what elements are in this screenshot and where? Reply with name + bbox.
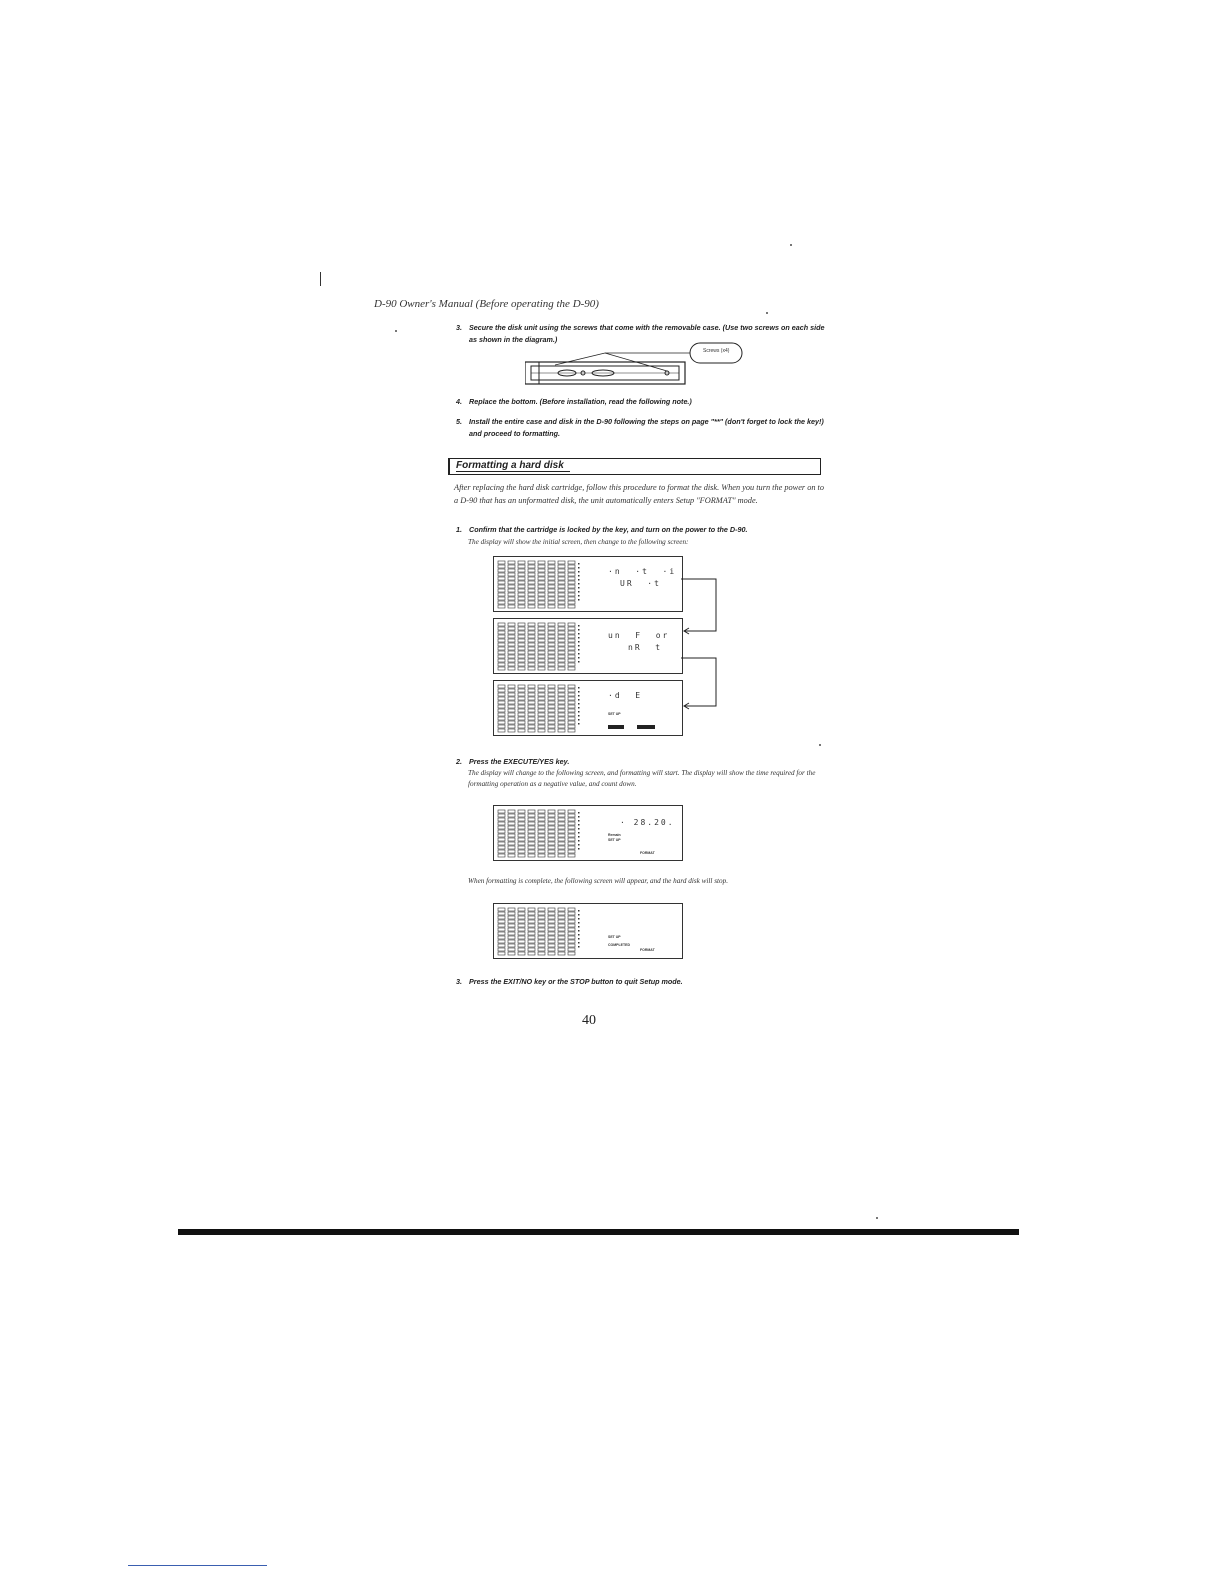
lcd-label-setup: SET UP (608, 838, 621, 842)
step-item (456, 524, 829, 536)
lcd-line-2: nR t (628, 643, 663, 652)
scan-mark (320, 272, 321, 286)
step-text: Install the entire case and disk in the D-90 following the steps on page "**" (don't forget to lock the key!) and proceed to formatting. (469, 417, 824, 438)
step-text: Replace the bottom. (Before installation, read the following note.) (469, 397, 692, 406)
step-text: Press the EXIT/NO key or the STOP button to quit Setup mode. (469, 977, 683, 986)
lcd-screen-formatting (493, 805, 683, 861)
scan-speck (819, 744, 821, 746)
step-item (456, 396, 829, 408)
screen-transition-arrows (660, 570, 722, 710)
step-number: 4. (456, 397, 462, 406)
step-number: 3. (456, 323, 462, 332)
lcd-label-setup: SET UP (608, 935, 621, 939)
step-item (456, 976, 829, 988)
scan-edge-line (128, 1565, 267, 1566)
step-subtext: The display will show the initial screen, then change to the following screen: (468, 538, 689, 546)
lcd-meter-bars (494, 904, 582, 958)
lcd-segment-block (608, 725, 624, 729)
step-number: 3. (456, 977, 462, 986)
lcd-countdown: · 28.20. (620, 818, 675, 827)
step-text: Press the EXECUTE/YES key. (469, 757, 570, 766)
lcd-screen-setup (493, 680, 683, 736)
section-title: Formatting a hard disk (456, 460, 570, 472)
lcd-label-remain: Remain (608, 833, 621, 837)
scan-speck (790, 244, 792, 246)
section-heading-box (448, 458, 821, 475)
lcd-meter-bars (494, 619, 582, 673)
step-number: 2. (456, 757, 462, 766)
lcd-meter-bars (494, 557, 582, 611)
lcd-screen-complete (493, 903, 683, 959)
step-text: Confirm that the cartridge is locked by the key, and turn on the power to the D-90. (469, 525, 748, 534)
lcd-line-1: un F or (608, 631, 670, 640)
lcd-line-1: ·d E (608, 691, 643, 700)
lcd-label-format: FORMAT (640, 948, 655, 952)
lcd-line-2: UR ·t (620, 579, 661, 588)
completion-note: When formatting is complete, the following screen will appear, and the hard disk will stop. (468, 877, 728, 885)
scan-speck (766, 312, 768, 314)
intro-paragraph: After replacing the hard disk cartridge, follow this procedure to format the disk. When you turn the power on to a D-90 that has an unformatted disk, the unit automatically enters Setup "FORMAT" mode. (454, 483, 825, 505)
step-item (456, 416, 829, 440)
lcd-line-1: ·n ·t ·i (608, 567, 677, 576)
lcd-label-setup: SET UP (608, 712, 621, 716)
step-subtext: The display will change to the following screen, and formatting will start. The display will show the time required for the formatting operation as a negative value, and count down. (468, 769, 816, 788)
lcd-screen-unformat (493, 618, 683, 674)
page-header: D-90 Owner's Manual (Before operating the D-90) (374, 298, 599, 310)
step-number: 5. (456, 417, 462, 426)
lcd-label-completed: COMPLETED (608, 943, 630, 947)
lcd-segment-block (637, 725, 655, 729)
step-item (456, 756, 829, 768)
scan-speck (876, 1217, 878, 1219)
lcd-meter-bars (494, 681, 582, 735)
footer-rule (178, 1229, 1019, 1235)
page-number: 40 (582, 1013, 596, 1028)
lcd-screen-initial (493, 556, 683, 612)
lcd-label-format: FORMAT (640, 851, 655, 855)
step-text: Secure the disk unit using the screws that come with the removable case. (Use two screws on each side as shown in the diagram.) (469, 323, 825, 344)
step-number: 1. (456, 525, 462, 534)
scan-speck (395, 330, 397, 332)
lcd-meter-bars (494, 806, 582, 860)
screws-callout: Screws (x4) (703, 348, 730, 354)
